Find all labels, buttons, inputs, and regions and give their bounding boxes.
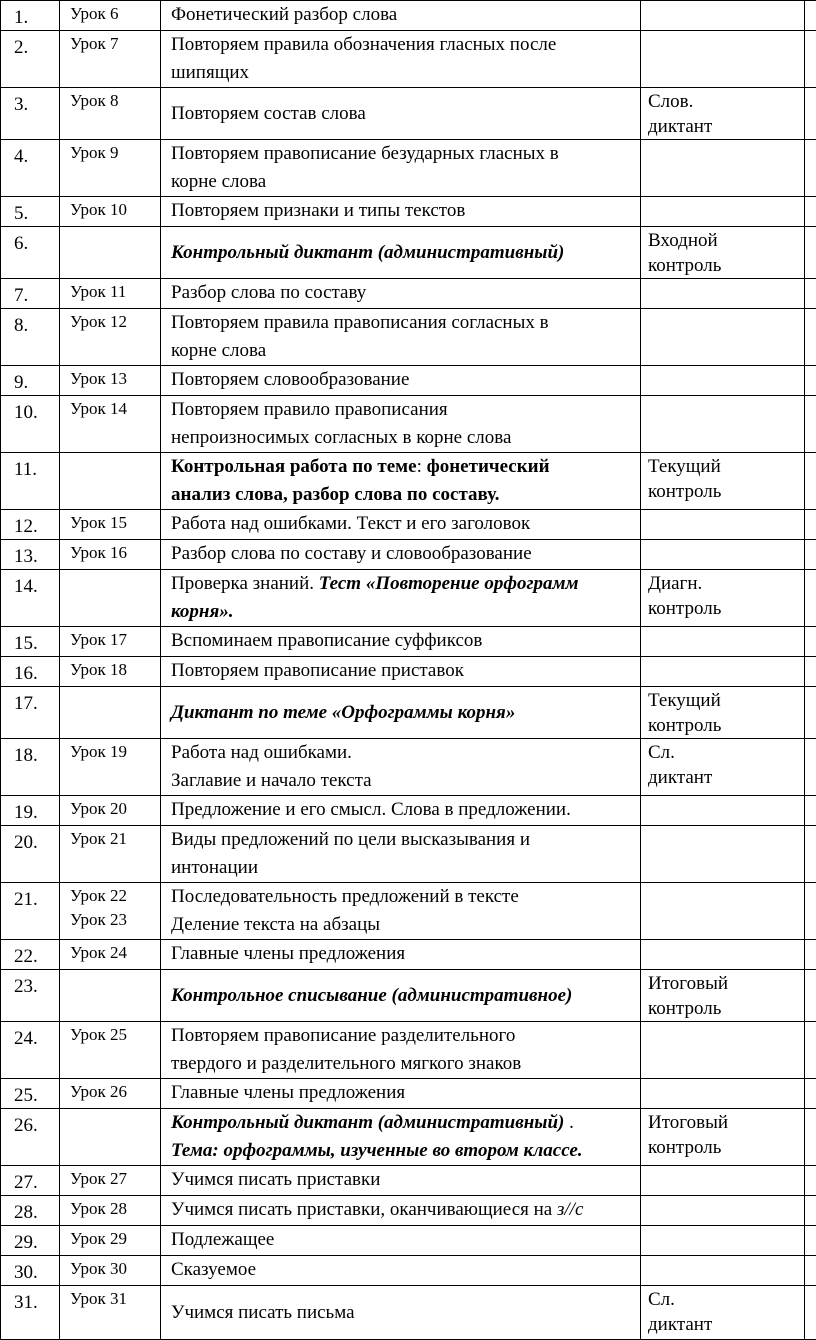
lesson-cell: Урок 31 — [60, 1286, 161, 1340]
empty-cell — [805, 366, 816, 396]
note-line: диктант — [648, 1314, 713, 1335]
table-row — [1, 1196, 816, 1226]
note-cell — [641, 940, 805, 970]
topic-line: Заглавие и начало текста — [171, 770, 372, 791]
note-line: Текущий — [648, 690, 721, 711]
topic-cell: Повторяем признаки и типы текстов — [161, 197, 641, 227]
note-cell — [641, 31, 805, 88]
empty-cell — [805, 510, 816, 540]
topic-line: Повторяем правописание разделительного — [171, 1025, 516, 1046]
topic-cell — [161, 1022, 641, 1079]
table-row — [1, 1166, 816, 1196]
empty-cell — [805, 1196, 816, 1226]
row-number: 24. — [1, 1022, 60, 1079]
note-cell — [641, 1256, 805, 1286]
empty-cell — [805, 140, 816, 197]
empty-cell — [805, 1286, 816, 1340]
row-number: 28. — [1, 1196, 60, 1226]
lesson-cell — [60, 570, 161, 627]
note-cell — [641, 366, 805, 396]
note-line: диктант — [648, 767, 713, 788]
row-number: 19. — [1, 796, 60, 826]
table-row — [1, 687, 816, 739]
note-cell — [641, 309, 805, 366]
empty-cell — [805, 31, 816, 88]
row-number: 16. — [1, 657, 60, 687]
empty-cell — [805, 1109, 816, 1166]
table-row — [1, 540, 816, 570]
row-number: 4. — [1, 140, 60, 197]
note-cell — [641, 140, 805, 197]
row-number: 23. — [1, 970, 60, 1022]
lesson-cell: Урок 29 — [60, 1226, 161, 1256]
lesson-line: Урок 23 — [70, 910, 128, 929]
topic-cell — [161, 31, 641, 88]
note-cell — [641, 970, 805, 1022]
note-cell — [641, 627, 805, 657]
empty-cell — [805, 309, 816, 366]
topic-line: Последовательность предложений в тексте — [171, 886, 519, 907]
note-cell — [641, 1196, 805, 1226]
topic-italic-part: з//с — [556, 1199, 584, 1220]
lesson-cell: Урок 13 — [60, 366, 161, 396]
lesson-cell: Урок 17 — [60, 627, 161, 657]
topic-line: Деление текста на абзацы — [171, 914, 381, 935]
topic-plain-part: Проверка знаний. — [171, 573, 319, 594]
note-cell — [641, 396, 805, 453]
row-number: 12. — [1, 510, 60, 540]
empty-cell — [805, 657, 816, 687]
topic-line: Тема: орфограммы, изученные во втором классе. — [171, 1140, 583, 1161]
lesson-cell: Урок 18 — [60, 657, 161, 687]
lesson-cell — [60, 883, 161, 940]
table-row — [1, 570, 816, 627]
topic-emphasis-part: Контрольный диктант (административный) — [171, 1112, 565, 1133]
lesson-cell: Урок 25 — [60, 1022, 161, 1079]
table-row — [1, 1079, 816, 1109]
topic-line: анализ слова, разбор слова по составу. — [171, 484, 500, 505]
topic-cell: Повторяем словообразование — [161, 366, 641, 396]
lesson-cell: Урок 26 — [60, 1079, 161, 1109]
topic-cell: Предложение и его смысл. Слова в предложении. — [161, 796, 641, 826]
empty-cell — [805, 197, 816, 227]
table-row — [1, 1109, 816, 1166]
row-number: 26. — [1, 1109, 60, 1166]
lesson-cell — [60, 453, 161, 510]
topic-cell: Учимся писать приставки — [161, 1166, 641, 1196]
note-cell — [641, 279, 805, 309]
note-cell — [641, 1286, 805, 1340]
table-row — [1, 970, 816, 1022]
topic-cell: Контрольное списывание (административное) — [161, 970, 641, 1022]
topic-cell: Разбор слова по составу и словообразование — [161, 540, 641, 570]
table-row — [1, 739, 816, 796]
topic-cell: Повторяем правописание приставок — [161, 657, 641, 687]
row-number: 5. — [1, 197, 60, 227]
topic-line: Повторяем правило правописания — [171, 399, 448, 420]
topic-bold-part: фонетический — [426, 456, 550, 477]
note-cell — [641, 1079, 805, 1109]
note-cell — [641, 1, 805, 31]
note-cell — [641, 510, 805, 540]
topic-cell: Учимся писать письма — [161, 1286, 641, 1340]
topic-cell — [161, 140, 641, 197]
note-line: контроль — [648, 255, 722, 276]
topic-cell: Диктант по теме «Орфограммы корня» — [161, 687, 641, 739]
topic-colon: : — [416, 456, 427, 477]
row-number: 22. — [1, 940, 60, 970]
topic-cell: Главные члены предложения — [161, 1079, 641, 1109]
table-row — [1, 657, 816, 687]
lesson-cell: Урок 20 — [60, 796, 161, 826]
note-line: контроль — [648, 481, 722, 502]
row-number: 1. — [1, 1, 60, 31]
lesson-cell — [60, 1109, 161, 1166]
empty-cell — [805, 1022, 816, 1079]
topic-cell: Фонетический разбор слова — [161, 1, 641, 31]
note-cell — [641, 453, 805, 510]
note-cell — [641, 227, 805, 279]
note-cell — [641, 540, 805, 570]
lesson-cell: Урок 7 — [60, 31, 161, 88]
lesson-cell: Урок 21 — [60, 826, 161, 883]
note-line: контроль — [648, 1137, 722, 1158]
lesson-line: Урок 22 — [70, 886, 128, 905]
note-line: диктант — [648, 116, 713, 137]
lesson-cell: Урок 24 — [60, 940, 161, 970]
row-number: 30. — [1, 1256, 60, 1286]
note-line: Текущий — [648, 456, 721, 477]
empty-cell — [805, 940, 816, 970]
topic-cell — [161, 570, 641, 627]
row-number: 7. — [1, 279, 60, 309]
lesson-cell: Урок 9 — [60, 140, 161, 197]
empty-cell — [805, 970, 816, 1022]
row-number: 15. — [1, 627, 60, 657]
topic-cell — [161, 883, 641, 940]
row-number: 2. — [1, 31, 60, 88]
row-number: 31. — [1, 1286, 60, 1340]
note-cell — [641, 570, 805, 627]
empty-cell — [805, 396, 816, 453]
lesson-cell — [60, 687, 161, 739]
note-cell — [641, 88, 805, 140]
topic-line: Виды предложений по цели высказывания и — [171, 829, 530, 850]
topic-cell: Подлежащее — [161, 1226, 641, 1256]
note-cell — [641, 1226, 805, 1256]
empty-cell — [805, 570, 816, 627]
topic-plain-part: Учимся писать приставки, оканчивающиеся на — [171, 1199, 557, 1220]
table-row — [1, 510, 816, 540]
topic-line: шипящих — [171, 62, 250, 83]
topic-cell — [161, 739, 641, 796]
row-number: 13. — [1, 540, 60, 570]
table-row — [1, 1256, 816, 1286]
topic-cell: Разбор слова по составу — [161, 279, 641, 309]
row-number: 27. — [1, 1166, 60, 1196]
note-line: Сл. — [648, 742, 675, 763]
note-cell — [641, 739, 805, 796]
note-cell — [641, 1022, 805, 1079]
lesson-cell — [60, 970, 161, 1022]
lesson-cell: Урок 6 — [60, 1, 161, 31]
table-row — [1, 940, 816, 970]
topic-cell — [161, 396, 641, 453]
lesson-cell: Урок 8 — [60, 88, 161, 140]
topic-cell — [161, 309, 641, 366]
row-number: 20. — [1, 826, 60, 883]
topic-cell — [161, 453, 641, 510]
row-number: 10. — [1, 396, 60, 453]
empty-cell — [805, 796, 816, 826]
table-row — [1, 88, 816, 140]
topic-line: интонации — [171, 857, 258, 878]
lesson-cell: Урок 15 — [60, 510, 161, 540]
row-number: 25. — [1, 1079, 60, 1109]
topic-line: корне слова — [171, 171, 267, 192]
note-line: контроль — [648, 715, 722, 736]
empty-cell — [805, 1166, 816, 1196]
note-cell — [641, 1109, 805, 1166]
row-number: 17. — [1, 687, 60, 739]
lesson-cell: Урок 14 — [60, 396, 161, 453]
table-row — [1, 883, 816, 940]
empty-cell — [805, 826, 816, 883]
table-row — [1, 140, 816, 197]
topic-line: Повторяем правила обозначения гласных после — [171, 34, 557, 55]
topic-cell — [161, 1196, 641, 1226]
empty-cell — [805, 883, 816, 940]
lesson-cell: Урок 11 — [60, 279, 161, 309]
table-row — [1, 309, 816, 366]
note-cell — [641, 883, 805, 940]
row-number: 14. — [1, 570, 60, 627]
topic-cell: Контрольный диктант (административный) — [161, 227, 641, 279]
topic-cell — [161, 826, 641, 883]
note-cell — [641, 1166, 805, 1196]
row-number: 6. — [1, 227, 60, 279]
table-row — [1, 627, 816, 657]
lesson-cell: Урок 10 — [60, 197, 161, 227]
table-row — [1, 453, 816, 510]
table-row — [1, 1, 816, 31]
empty-cell — [805, 739, 816, 796]
table-row — [1, 31, 816, 88]
lesson-cell: Урок 16 — [60, 540, 161, 570]
empty-cell — [805, 1226, 816, 1256]
lesson-cell: Урок 19 — [60, 739, 161, 796]
row-number: 29. — [1, 1226, 60, 1256]
row-number: 21. — [1, 883, 60, 940]
empty-cell — [805, 88, 816, 140]
topic-cell: Повторяем состав слова — [161, 88, 641, 140]
row-number: 18. — [1, 739, 60, 796]
empty-cell — [805, 687, 816, 739]
topic-line: Повторяем правописание безударных гласных в — [171, 143, 559, 164]
empty-cell — [805, 627, 816, 657]
row-number: 11. — [1, 453, 60, 510]
row-number: 8. — [1, 309, 60, 366]
topic-line: твердого и разделительного мягкого знаков — [171, 1053, 522, 1074]
topic-plain-part: . — [564, 1112, 574, 1133]
topic-line: корне слова — [171, 340, 267, 361]
note-line: Слов. — [648, 91, 694, 112]
topic-cell: Работа над ошибками. Текст и его заголовок — [161, 510, 641, 540]
table-row — [1, 1286, 816, 1340]
topic-cell — [161, 1109, 641, 1166]
note-cell — [641, 197, 805, 227]
topic-emphasis-part: Тест «Повторение орфограмм — [318, 573, 579, 594]
table-row — [1, 1226, 816, 1256]
table-row — [1, 826, 816, 883]
table-row — [1, 366, 816, 396]
row-number: 3. — [1, 88, 60, 140]
empty-cell — [805, 1, 816, 31]
lesson-cell: Урок 28 — [60, 1196, 161, 1226]
empty-cell — [805, 279, 816, 309]
table-row — [1, 227, 816, 279]
lesson-cell: Урок 27 — [60, 1166, 161, 1196]
note-line: контроль — [648, 998, 722, 1019]
table-row — [1, 1022, 816, 1079]
note-line: контроль — [648, 598, 722, 619]
table-row — [1, 197, 816, 227]
table-row — [1, 279, 816, 309]
note-cell — [641, 657, 805, 687]
empty-cell — [805, 227, 816, 279]
row-number: 9. — [1, 366, 60, 396]
lesson-cell — [60, 227, 161, 279]
topic-line: Работа над ошибками. — [171, 742, 352, 763]
note-cell — [641, 687, 805, 739]
lesson-cell: Урок 30 — [60, 1256, 161, 1286]
table-row — [1, 796, 816, 826]
note-line: Итоговый — [648, 1112, 728, 1133]
topic-bold-part: Контрольная работа по теме — [171, 456, 417, 477]
empty-cell — [805, 1256, 816, 1286]
note-line: Итоговый — [648, 973, 728, 994]
note-cell — [641, 826, 805, 883]
note-cell — [641, 796, 805, 826]
topic-line: непроизносимых согласных в корне слова — [171, 427, 512, 448]
lesson-cell: Урок 12 — [60, 309, 161, 366]
note-line: Входной — [648, 230, 718, 251]
topic-line: корня». — [171, 601, 234, 622]
topic-cell: Главные члены предложения — [161, 940, 641, 970]
topic-cell: Вспоминаем правописание суффиксов — [161, 627, 641, 657]
note-line: Сл. — [648, 1289, 675, 1310]
note-line: Диагн. — [648, 573, 703, 594]
topic-cell: Сказуемое — [161, 1256, 641, 1286]
table-row — [1, 396, 816, 453]
empty-cell — [805, 540, 816, 570]
empty-cell — [805, 453, 816, 510]
topic-line: Повторяем правила правописания согласных в — [171, 312, 549, 333]
empty-cell — [805, 1079, 816, 1109]
